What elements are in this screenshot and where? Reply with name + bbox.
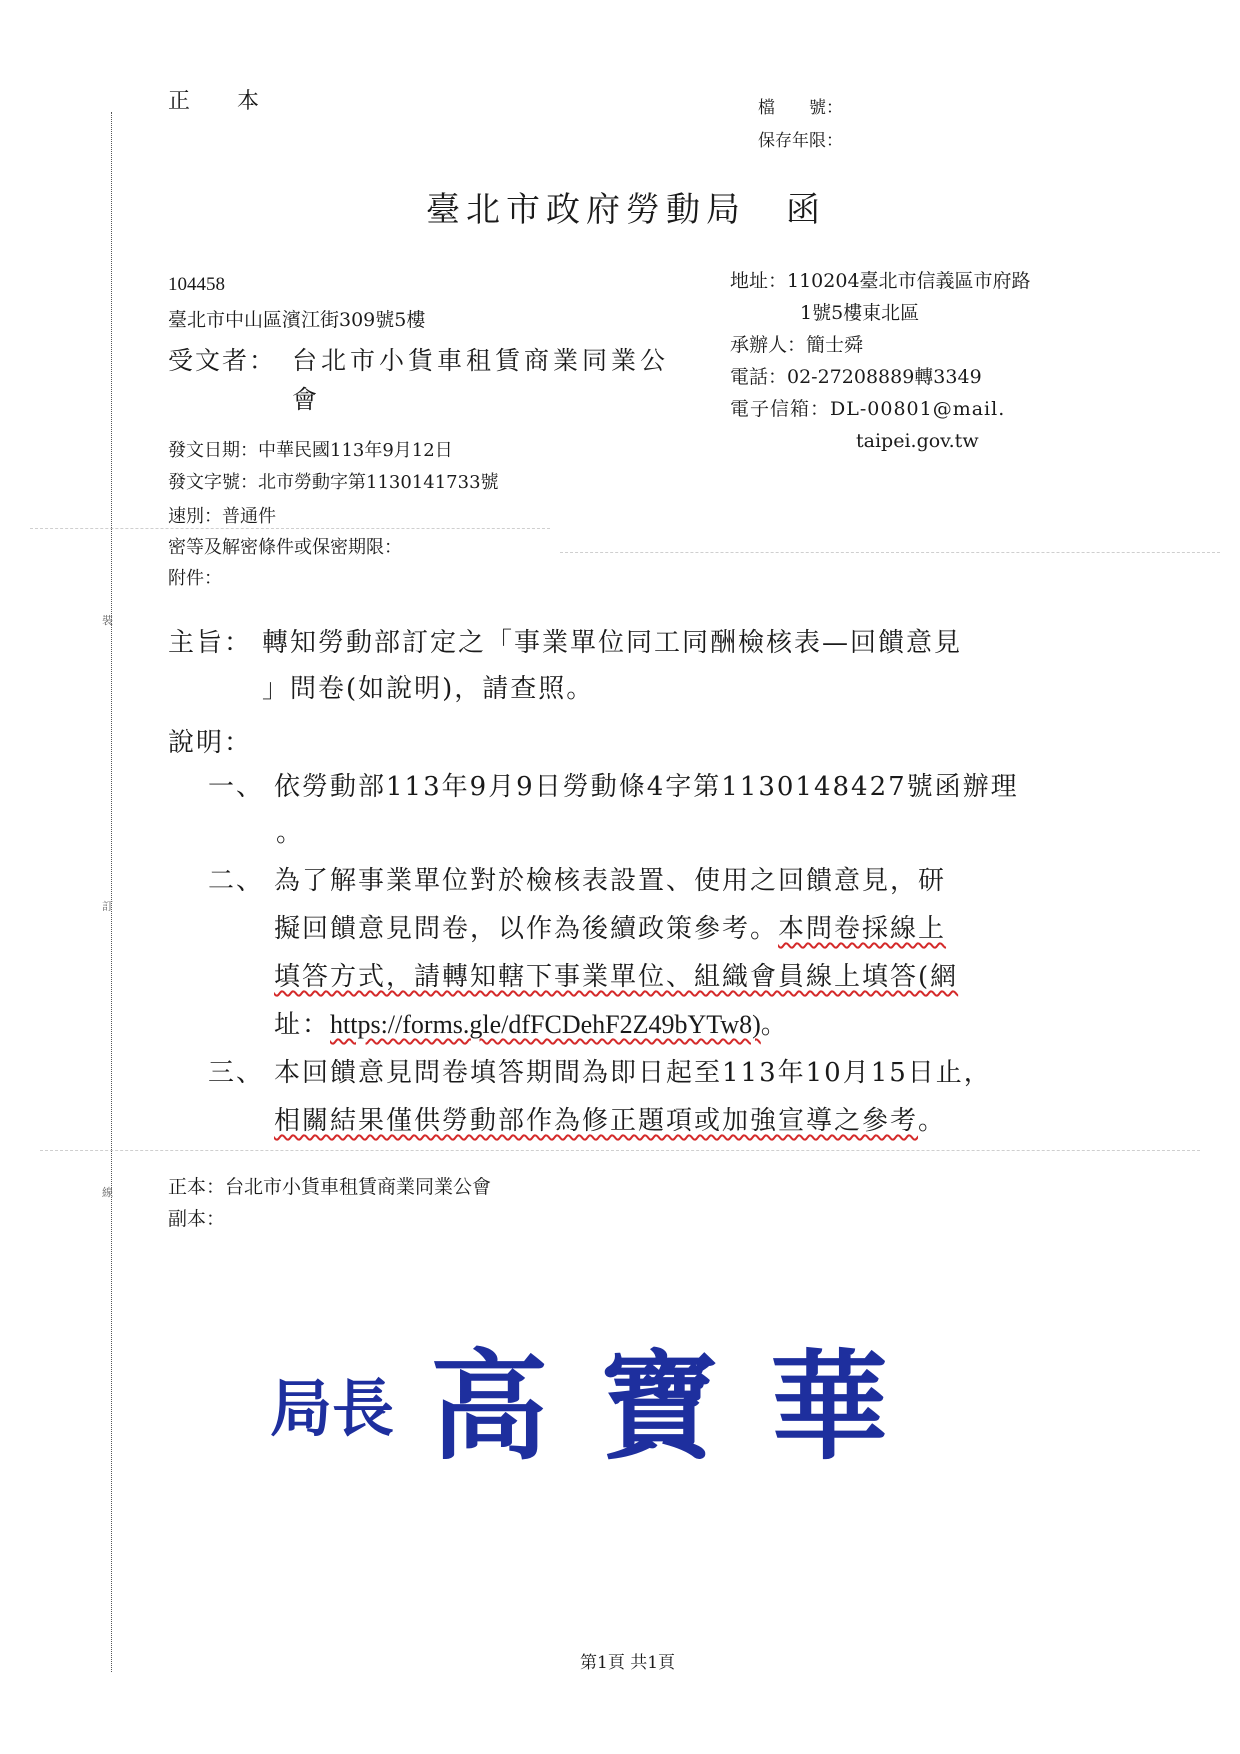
addressee-label: 受文者： (168, 346, 277, 375)
scan-streak (560, 552, 1220, 553)
binding-mark-bottom: 線 (102, 1186, 113, 1199)
item-text-continued: 。 (276, 818, 305, 848)
signature-title: 局長 (270, 1372, 395, 1445)
copy-recipient: 副本： (168, 1208, 226, 1230)
confidentiality: 密等及解密條件或保密期限： (168, 537, 402, 558)
item-text-continued (274, 1100, 946, 1137)
original-recipient: 正本：台北市小貨車租賃商業同業公會 (168, 1176, 492, 1198)
addressee-name: 台北市小貨車租賃商業同業公 (292, 346, 670, 375)
binding-margin-line (111, 112, 112, 1672)
urgency: 速別：普通件 (168, 506, 276, 527)
file-number-label: 檔 號： (758, 98, 843, 118)
contact-handler: 承辦人：簡士舜 (730, 334, 864, 356)
page-number: 第1頁 共1頁 (580, 1653, 676, 1673)
subject-label: 主旨： (168, 628, 253, 658)
issue-date: 發文日期：中華民國113年9月12日 (168, 440, 453, 461)
recipient-postal-code: 104458 (168, 274, 225, 295)
subject-text-continued: 」問卷(如說明)，請查照。 (262, 674, 595, 704)
recipient-address: 臺北市中山區濱江街309號5樓 (168, 309, 426, 331)
item-text-url-line (274, 1004, 789, 1041)
attachments: 附件： (168, 568, 222, 589)
annotated-text: 填答方式，請轉知轄下事業單位、組織會員線上填答(網 (274, 962, 959, 992)
contact-address: 地址：110204臺北市信義區市府路 (730, 270, 1031, 292)
binding-mark-top: 裝 (102, 614, 113, 627)
contact-email: 電子信箱：DL-00801@mail. (730, 398, 1006, 420)
item-number: 三、 (208, 1058, 265, 1088)
explanation-label: 說明： (168, 728, 253, 758)
signature-name-char-1: 高 (430, 1337, 549, 1470)
item-text: 依勞動部113年9月9日勞動條4字第1130148427號函辦理 (274, 772, 1019, 802)
document-title: 臺北市政府勞動局 函 (426, 190, 826, 230)
contact-address-continued: 1號5樓東北區 (800, 302, 920, 324)
binding-mark-middle: 訂 (102, 900, 113, 913)
annotated-text: 本問卷採線上 (778, 914, 947, 944)
director-signature-stamp (270, 1330, 890, 1470)
item-text-plain: 擬回饋意見問卷，以作為後續政策參考。 (274, 914, 779, 944)
url-suffix: 。 (760, 1010, 789, 1040)
addressee-name-continued: 會 (292, 385, 318, 414)
item-text-continued (274, 908, 946, 945)
item-number: 二、 (208, 866, 265, 896)
item-number: 一、 (208, 772, 265, 802)
item-text: 為了解事業單位對於檢核表設置、使用之回饋意見，研 (274, 866, 947, 896)
signature-name-char-3: 華 (770, 1337, 889, 1470)
survey-url-link[interactable]: https://forms.gle/dfFCDehF2Z49bYTw8) (330, 1010, 761, 1039)
annotated-text: 相關結果僅供勞動部作為修正題項或加強宣導之參考 (274, 1106, 919, 1136)
subject-text: 轉知勞動部訂定之「事業單位同工同酬檢核表—回饋意見 (262, 628, 963, 658)
retention-period-label: 保存年限： (758, 131, 843, 151)
issue-number: 發文字號：北市勞動字第1130141733號 (168, 472, 499, 493)
scan-streak (30, 528, 550, 529)
item-text: 本回饋意見問卷填答期間為即日起至113年10月15日止， (274, 1058, 992, 1088)
contact-phone: 電話：02-27208889轉3349 (730, 366, 982, 388)
url-prefix: 址： (274, 1010, 331, 1040)
item-text-suffix: 。 (918, 1106, 947, 1136)
signature-name-char-2: 寶 (600, 1337, 719, 1470)
scan-streak (40, 1150, 1200, 1151)
original-copy-label: 正 本 (168, 89, 279, 114)
contact-email-continued: taipei.gov.tw (856, 430, 979, 452)
